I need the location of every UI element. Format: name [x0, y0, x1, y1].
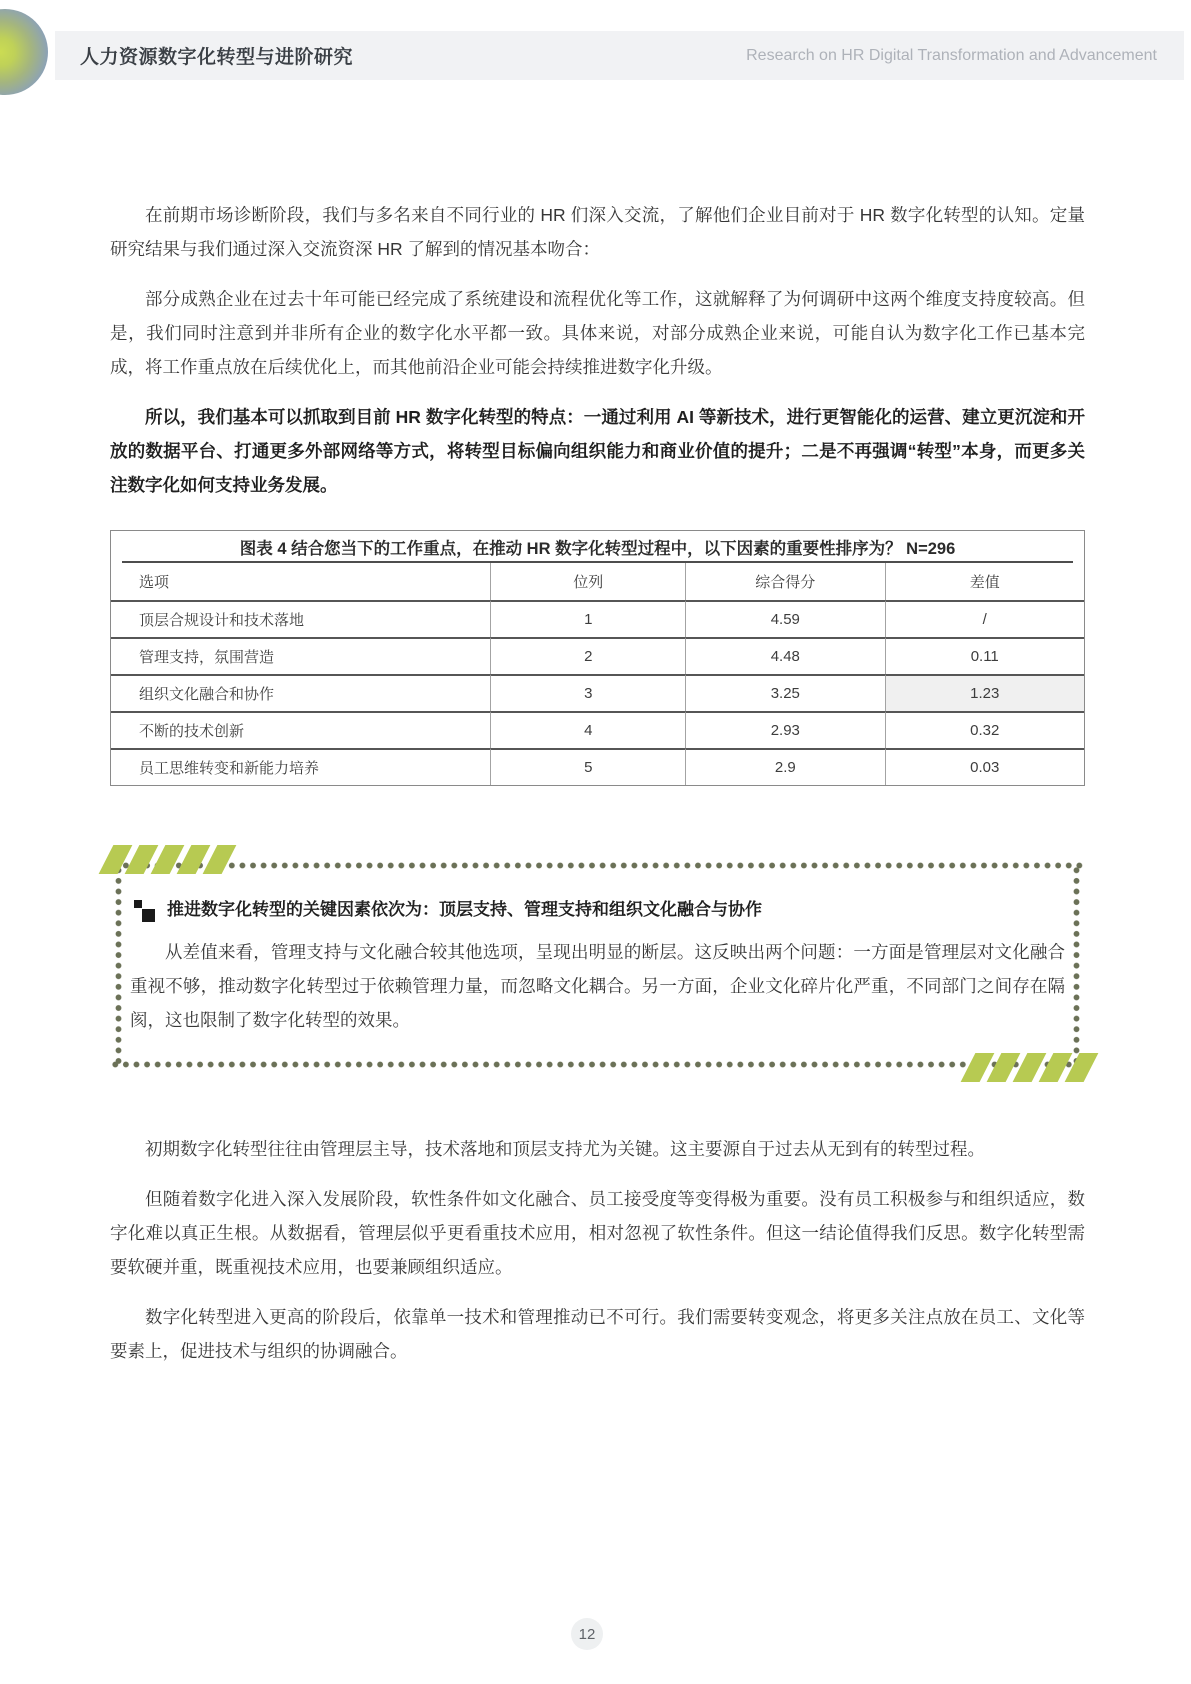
table-cell-option: 组织文化融合和协作 — [111, 674, 490, 711]
dotted-border-left — [114, 865, 123, 1065]
dotted-border-right — [1072, 865, 1081, 1065]
page-number: 12 — [571, 1618, 603, 1650]
paragraph-market-diagnosis: 在前期市场诊断阶段，我们与多名来自不同行业的 HR 们深入交流，了解他们企业目前对于 HR 数字化转型的认知。定量研究结果与我们通过深入交流资深 HR 了解到的情况基本吻合： — [110, 205, 1085, 259]
table-cell-option: 员工思维转变和新能力培养 — [111, 748, 490, 785]
table-cell-rank: 5 — [490, 748, 685, 785]
table-cell-diff: / — [885, 600, 1084, 637]
header-title-zh: 人力资源数字化转型与进阶研究 — [80, 47, 354, 68]
column-header-rank: 位列 — [490, 563, 685, 600]
table-cell-diff: 0.11 — [885, 637, 1084, 674]
callout-heading: 推进数字化转型的关键因素依次为：顶层支持、管理支持和组织文化融合与协作 — [167, 900, 762, 919]
paragraph-soft-conditions: 但随着数字化进入深入发展阶段，软性条件如文化融合、员工接受度等变得极为重要。没有员工积极参与和组织适应，数字化难以真正生根。从数据看，管理层似乎更看重技术应用，相对忽视了软性条件。但这一结论值得我们反思。数字化转型需要软硬并重，既重视技术应用，也要兼顾组织适应。 — [110, 1189, 1085, 1277]
table-cell-diff-highlighted: 1.23 — [885, 674, 1084, 711]
paragraph-early-transformation: 初期数字化转型往往由管理层主导，技术落地和顶层支持尤为关键。这主要源自于过去从无到有的转型过程。 — [145, 1139, 985, 1159]
intro-section — [110, 198, 1085, 518]
paragraph-key-characteristics: 所以，我们基本可以抓取到目前 HR 数字化转型的特点：一通过利用 AI 等新技术，进行更智能化的运营、建立更沉淀和开放的数据平台、打通更多外部网络等方式，将转型目标偏向组织能力和商业价值的提升；二是不再强调“转型”本身，而更多关注数字化如何支持业务发展。 — [110, 407, 1085, 495]
green-slashes-bottom-right — [968, 1053, 1091, 1082]
table-cell-rank: 4 — [490, 711, 685, 748]
table-cell-option: 顶层合规设计和技术落地 — [111, 600, 490, 637]
importance-ranking-table — [110, 530, 1085, 786]
table-cell-option: 管理支持，氛围营造 — [111, 637, 490, 674]
paragraph-mature-enterprises: 部分成熟企业在过去十年可能已经完成了系统建设和流程优化等工作，这就解释了为何调研中这两个维度支持度较高。但是，我们同时注意到并非所有企业的数字化水平都一致。具体来说，对部分成熟企业来说，可能自认为数字化工作已基本完成，将工作重点放在后续优化上，而其他前沿企业可能会持续推进数字化升级。 — [110, 289, 1085, 377]
table-grid — [111, 563, 1084, 785]
table-cell-diff: 0.32 — [885, 711, 1084, 748]
callout-heading-row — [130, 898, 1065, 923]
table-cell-rank: 2 — [490, 637, 685, 674]
dotted-border-top — [110, 861, 1085, 870]
header-title-en: Research on HR Digital Transformation and Advancement — [746, 46, 1157, 64]
corner-gradient-circle — [0, 9, 48, 95]
table-cell-option: 不断的技术创新 — [111, 711, 490, 748]
dotted-border-bottom — [110, 1060, 1085, 1069]
table-cell-diff: 0.03 — [885, 748, 1084, 785]
quote-squares-icon — [134, 900, 155, 923]
callout-content — [130, 898, 1065, 1037]
column-header-diff: 差值 — [885, 563, 1084, 600]
paragraph-higher-stage: 数字化转型进入更高的阶段后，依靠单一技术和管理推动已不可行。我们需要转变观念，将更多关注点放在员工、文化等要素上，促进技术与组织的协调融合。 — [110, 1307, 1085, 1361]
callout-body: 从差值来看，管理支持与文化融合较其他选项，呈现出明显的断层。这反映出两个问题：一方面是管理层对文化融合重视不够，推动数字化转型过于依赖管理力量，而忽略文化耦合。另一方面，企业文化碎片化严重，不同部门之间存在隔阂，这也限制了数字化转型的效果。 — [130, 942, 1065, 1030]
table-cell-score: 2.93 — [685, 711, 884, 748]
table-cell-rank: 3 — [490, 674, 685, 711]
page-header — [55, 31, 1184, 80]
green-slashes-top-left — [106, 845, 229, 874]
column-header-option: 选项 — [139, 574, 170, 591]
analysis-section — [110, 1132, 1085, 1384]
table-cell-score: 4.59 — [685, 600, 884, 637]
column-header-score: 综合得分 — [685, 563, 884, 600]
table-cell-score: 4.48 — [685, 637, 884, 674]
table-title: 图表 4 结合您当下的工作重点，在推动 HR 数字化转型过程中，以下因素的重要性排序为？ N=296 — [111, 531, 1084, 563]
table-cell-score: 2.9 — [685, 748, 884, 785]
table-cell-rank: 1 — [490, 600, 685, 637]
table-cell-score: 3.25 — [685, 674, 884, 711]
key-insight-callout — [110, 857, 1085, 1073]
